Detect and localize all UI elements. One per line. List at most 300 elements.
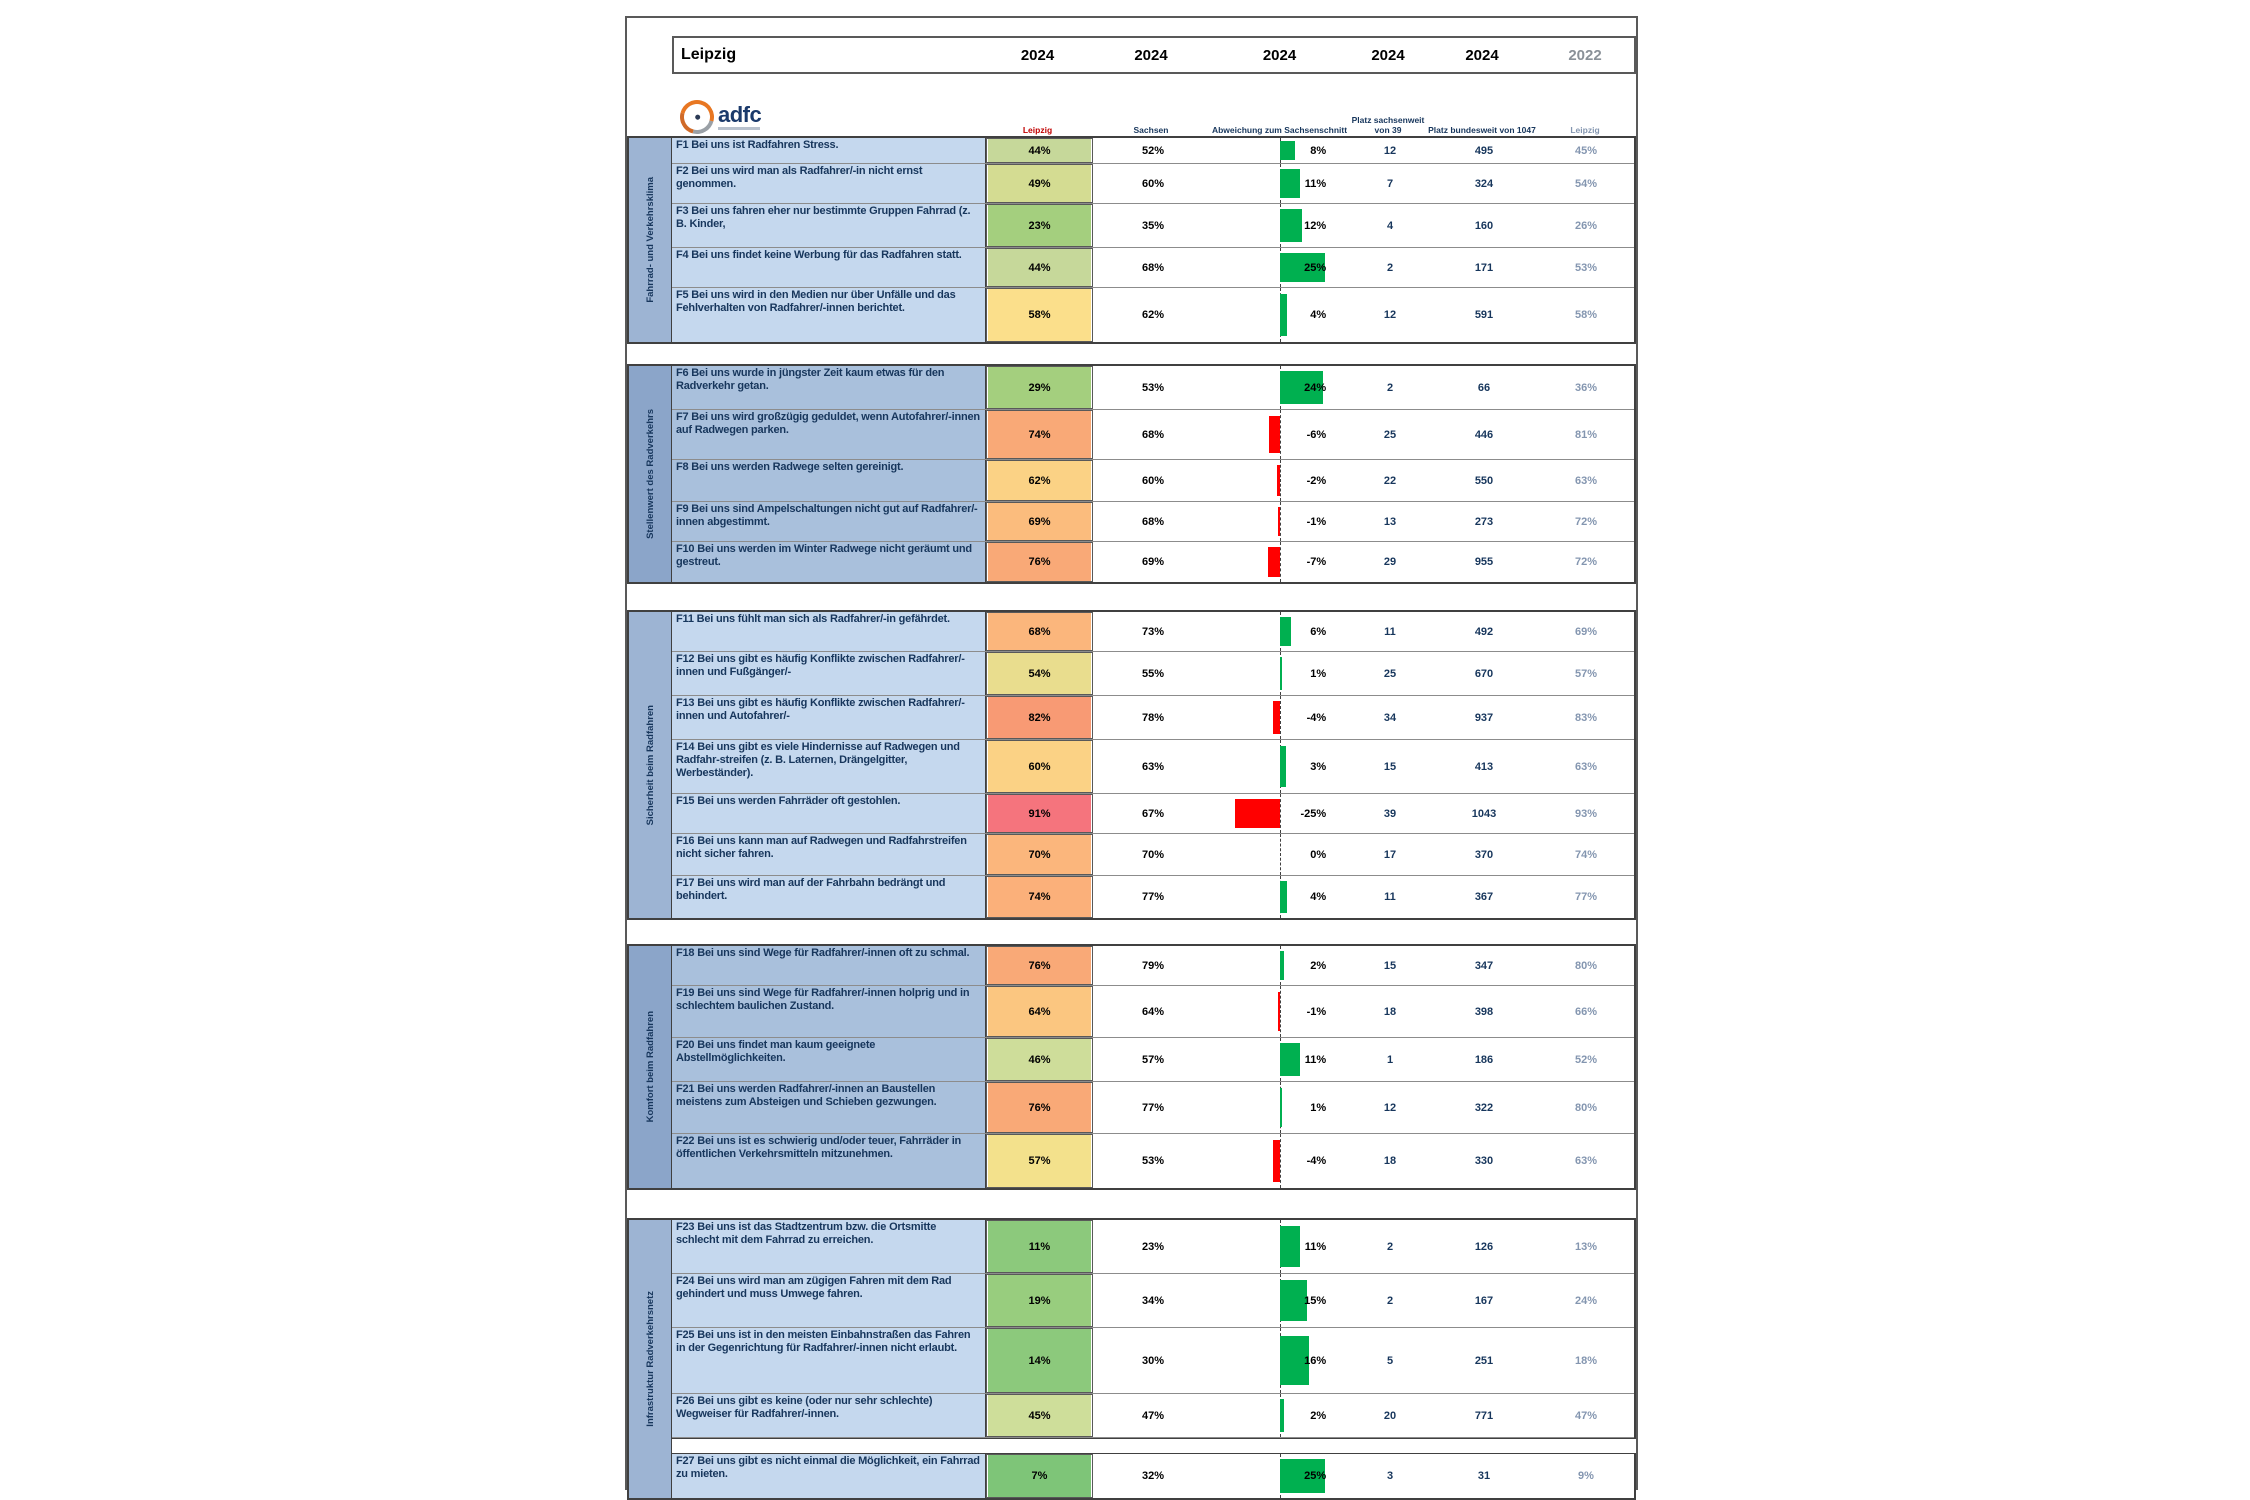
leipzig-2022-cell: 69% <box>1574 625 1598 638</box>
section-2 <box>627 364 1636 584</box>
question-cell <box>672 1394 986 1437</box>
platz-bundesweit-cell: 324 <box>1474 177 1494 190</box>
platz-bundesweit-cell: 413 <box>1474 760 1494 773</box>
platz-sachsenweit-cell: 18 <box>1383 1155 1397 1167</box>
leipzig-2022-cell: 36% <box>1574 381 1598 394</box>
section-vertical-label: Stellenwert des Radverkehrs <box>644 409 656 539</box>
abweichung-cell <box>1213 138 1350 163</box>
question-cell <box>672 652 986 695</box>
leipzig-2022-cell: 57% <box>1574 667 1598 680</box>
abweichung-value: 15% <box>1304 1294 1327 1307</box>
platz-sachsenweit-cell: 25 <box>1383 428 1397 441</box>
abweichung-cell <box>1213 1394 1350 1437</box>
section-label-column <box>629 612 672 918</box>
abweichung-cell <box>1213 1454 1350 1498</box>
sachsen-score-cell: 53% <box>1141 381 1165 394</box>
abweichung-cell <box>1213 612 1350 651</box>
question-text: F11 Bei uns fühlt man sich als Radfahrer/-in gefährdet. <box>676 613 950 625</box>
platz-sachsenweit-cell: 17 <box>1383 848 1397 861</box>
table-row-F6 <box>672 366 1634 410</box>
leipzig-2022-cell: 52% <box>1574 1053 1598 1066</box>
abweichung-cell <box>1213 460 1350 501</box>
sachsen-score-cell: 32% <box>1141 1470 1165 1482</box>
question-text: F1 Bei uns ist Radfahren Stress. <box>676 139 839 151</box>
leipzig-score-cell: 14% <box>986 1328 1093 1393</box>
platz-bundesweit-cell: 160 <box>1474 219 1494 232</box>
abweichung-value: 1% <box>1310 1101 1327 1114</box>
table-row-F9 <box>672 502 1634 542</box>
abweichung-cell <box>1213 1274 1350 1327</box>
section-label-column <box>629 1220 672 1498</box>
leipzig-score-cell: 70% <box>986 834 1093 875</box>
question-text: F8 Bei uns werden Radwege selten gereinigt. <box>676 461 904 473</box>
leipzig-score-cell: 64% <box>986 986 1093 1037</box>
question-text: F3 Bei uns fahren eher nur bestimmte Gruppen Fahrrad (z. B. Kinder, <box>676 205 971 230</box>
leipzig-2022-cell: 13% <box>1574 1240 1598 1253</box>
abweichung-cell <box>1213 502 1350 541</box>
platz-bundesweit-cell: 937 <box>1474 711 1494 724</box>
sachsen-score-cell: 69% <box>1141 556 1165 568</box>
platz-bundesweit-cell: 186 <box>1474 1053 1494 1066</box>
question-text: F24 Bei uns wird man am zügigen Fahren mit dem Rad gehindert und muss Umwege fahren. <box>676 1275 952 1300</box>
platz-sachsenweit-cell: 3 <box>1386 1470 1394 1482</box>
platz-bundesweit-cell: 126 <box>1474 1240 1494 1253</box>
table-row-F10 <box>672 542 1634 582</box>
column-header-row <box>672 74 1636 142</box>
question-text: F13 Bei uns gibt es häufig Konflikte zwischen Radfahrer/-innen und Autofahrer/- <box>676 697 965 722</box>
leipzig-score-cell: 7% <box>986 1454 1093 1498</box>
abweichung-value: 8% <box>1310 144 1327 157</box>
section-label-column <box>629 366 672 582</box>
report-header <box>672 36 1636 142</box>
col-header-leipzig: Leipzig <box>1022 125 1053 136</box>
abweichung-cell <box>1213 366 1350 409</box>
leipzig-score-cell: 82% <box>986 696 1093 739</box>
negative-deviation-bar <box>1268 547 1281 577</box>
platz-bundesweit-cell: 495 <box>1474 144 1494 157</box>
year-header-5: 2022 <box>1568 46 1602 64</box>
leipzig-2022-cell: 93% <box>1574 807 1598 820</box>
question-cell <box>672 1038 986 1081</box>
abweichung-value: -4% <box>1306 1155 1327 1167</box>
col-header-leipzig-2022: Leipzig <box>1570 125 1600 136</box>
platz-sachsenweit-cell: 11 <box>1384 625 1396 638</box>
platz-bundesweit-cell: 771 <box>1474 1409 1494 1422</box>
abweichung-value: -7% <box>1306 556 1327 568</box>
title-row <box>672 36 1636 74</box>
section-row-gap <box>672 1438 1636 1454</box>
abweichung-cell <box>1213 876 1350 918</box>
leipzig-2022-cell: 80% <box>1574 959 1598 972</box>
sachsen-score-cell: 68% <box>1141 261 1165 274</box>
platz-bundesweit-cell: 171 <box>1474 261 1494 274</box>
section-vertical-label: Fahrrad- und Verkehrsklima <box>644 177 656 303</box>
platz-bundesweit-cell: 670 <box>1474 667 1494 680</box>
question-text: F12 Bei uns gibt es häufig Konflikte zwischen Radfahrer/-innen und Fußgänger/- <box>676 653 965 678</box>
question-text: F9 Bei uns sind Ampelschaltungen nicht gut auf Radfahrer/-innen abgestimmt. <box>676 503 978 528</box>
table-row-F26 <box>672 1394 1634 1438</box>
question-text: F5 Bei uns wird in den Medien nur über Unfälle und das Fehlverhalten von Radfahrer/-innen berichtet. <box>676 289 956 314</box>
sachsen-score-cell: 77% <box>1141 1101 1165 1114</box>
abweichung-cell <box>1213 1220 1350 1273</box>
table-row-F21 <box>672 1082 1634 1134</box>
question-text: F22 Bei uns ist es schwierig und/oder teuer, Fahrräder in öffentlichen Verkehrsmitteln mitzunehmen. <box>676 1135 962 1160</box>
platz-bundesweit-cell: 322 <box>1474 1101 1494 1114</box>
leipzig-2022-cell: 66% <box>1574 1005 1598 1018</box>
question-cell <box>672 204 986 247</box>
abweichung-cell <box>1213 946 1350 985</box>
sachsen-score-cell: 68% <box>1141 428 1165 441</box>
platz-bundesweit-cell: 370 <box>1474 848 1494 861</box>
abweichung-value: 6% <box>1310 625 1327 638</box>
question-cell <box>672 876 986 918</box>
platz-bundesweit-cell: 31 <box>1477 1470 1491 1482</box>
question-cell <box>672 164 986 203</box>
leipzig-score-cell: 46% <box>986 1038 1093 1081</box>
year-header-0: 2024 <box>1020 46 1055 64</box>
question-text: F15 Bei uns werden Fahrräder oft gestohlen. <box>676 795 901 807</box>
question-cell <box>672 1220 986 1273</box>
abweichung-value: 11% <box>1304 1053 1327 1066</box>
col-header-sachsen: Sachsen <box>1133 125 1169 136</box>
leipzig-score-cell: 49% <box>986 164 1093 203</box>
table-row-F20 <box>672 1038 1634 1082</box>
question-text: F27 Bei uns gibt es nicht einmal die Möglichkeit, ein Fahrrad zu mieten. <box>676 1455 980 1480</box>
abweichung-value: 25% <box>1304 261 1327 274</box>
leipzig-2022-cell: 74% <box>1574 848 1598 861</box>
question-cell <box>672 460 986 501</box>
sachsen-score-cell: 60% <box>1141 474 1165 487</box>
abweichung-value: 11% <box>1304 177 1327 190</box>
question-cell <box>672 612 986 651</box>
question-text: F7 Bei uns wird großzügig geduldet, wenn Autofahrer/-innen auf Radwegen parken. <box>676 411 980 436</box>
year-header-2: 2024 <box>1262 46 1297 64</box>
leipzig-2022-cell: 72% <box>1574 515 1598 528</box>
platz-sachsenweit-cell: 2 <box>1386 1240 1394 1253</box>
adfc-tagline-mark <box>718 127 760 130</box>
leipzig-score-cell: 23% <box>986 204 1093 247</box>
platz-bundesweit-cell: 167 <box>1474 1294 1494 1307</box>
question-cell <box>672 410 986 459</box>
table-row-F17 <box>672 876 1634 918</box>
report-city-title: Leipzig <box>681 46 737 63</box>
abweichung-cell <box>1213 410 1350 459</box>
table-row-F4 <box>672 248 1634 288</box>
leipzig-2022-cell: 80% <box>1574 1101 1598 1114</box>
platz-sachsenweit-cell: 12 <box>1383 144 1397 157</box>
table-row-F8 <box>672 460 1634 502</box>
leipzig-score-cell: 74% <box>986 876 1093 918</box>
question-cell <box>672 946 986 985</box>
platz-sachsenweit-cell: 2 <box>1386 261 1394 274</box>
table-row-F15 <box>672 794 1634 834</box>
sachsen-score-cell: 52% <box>1141 144 1165 157</box>
leipzig-2022-cell: 72% <box>1574 556 1598 568</box>
sachsen-score-cell: 34% <box>1141 1294 1165 1307</box>
section-label-column <box>629 138 672 342</box>
abweichung-value: -4% <box>1306 711 1327 724</box>
sachsen-score-cell: 78% <box>1141 711 1165 724</box>
abweichung-value: 25% <box>1304 1470 1327 1482</box>
platz-sachsenweit-cell: 2 <box>1386 1294 1394 1307</box>
question-text: F16 Bei uns kann man auf Radwegen und Radfahrstreifen nicht sicher fahren. <box>676 835 967 860</box>
platz-sachsenweit-cell: 39 <box>1383 807 1397 820</box>
section-vertical-label: Komfort beim Radfahren <box>644 1011 656 1123</box>
col-header-platz-bundesweit: Platz bundesweit von 1047 <box>1428 125 1536 136</box>
sachsen-score-cell: 77% <box>1141 891 1165 903</box>
platz-bundesweit-cell: 347 <box>1474 959 1494 972</box>
sachsen-score-cell: 73% <box>1141 625 1165 638</box>
platz-bundesweit-cell: 398 <box>1474 1005 1494 1018</box>
leipzig-2022-cell: 63% <box>1574 760 1598 773</box>
abweichung-value: 2% <box>1310 1409 1327 1422</box>
adfc-ring-icon <box>674 94 720 140</box>
sachsen-score-cell: 63% <box>1141 760 1165 773</box>
leipzig-2022-cell: 63% <box>1574 1155 1598 1167</box>
platz-bundesweit-cell: 1043 <box>1471 807 1497 820</box>
leipzig-2022-cell: 83% <box>1574 711 1598 724</box>
adfc-brand-text: adfc <box>718 101 762 127</box>
question-cell <box>672 138 986 163</box>
abweichung-value: 24% <box>1304 381 1327 394</box>
table-row-F2 <box>672 164 1634 204</box>
section-5 <box>627 1218 1636 1500</box>
adfc-dot-icon <box>694 114 701 121</box>
platz-sachsenweit-cell: 2 <box>1386 381 1394 394</box>
sachsen-score-cell: 35% <box>1141 219 1165 232</box>
question-text: F2 Bei uns wird man als Radfahrer/-in nicht ernst genommen. <box>676 165 923 190</box>
negative-deviation-bar <box>1235 799 1280 829</box>
abweichung-value: 4% <box>1310 309 1327 321</box>
leipzig-score-cell: 76% <box>986 1082 1093 1133</box>
platz-sachsenweit-cell: 18 <box>1383 1005 1397 1018</box>
platz-bundesweit-cell: 251 <box>1474 1354 1494 1367</box>
leipzig-2022-cell: 81% <box>1574 428 1598 441</box>
leipzig-2022-cell: 63% <box>1574 474 1598 487</box>
leipzig-score-cell: 58% <box>986 288 1093 342</box>
sachsen-score-cell: 57% <box>1141 1053 1165 1066</box>
abweichung-cell <box>1213 1082 1350 1133</box>
section-3 <box>627 610 1636 920</box>
question-cell <box>672 248 986 287</box>
platz-sachsenweit-cell: 20 <box>1383 1409 1397 1422</box>
leipzig-2022-cell: 58% <box>1574 309 1598 321</box>
leipzig-2022-cell: 9% <box>1578 1470 1594 1482</box>
year-row <box>984 47 1634 64</box>
platz-sachsenweit-cell: 1 <box>1386 1053 1394 1066</box>
leipzig-score-cell: 91% <box>986 794 1093 833</box>
table-row-F3 <box>672 204 1634 248</box>
abweichung-value: -2% <box>1306 474 1327 487</box>
abweichung-value: -1% <box>1306 515 1327 528</box>
leipzig-score-cell: 44% <box>986 248 1093 287</box>
abweichung-value: 16% <box>1304 1354 1327 1367</box>
leipzig-score-cell: 44% <box>986 138 1093 163</box>
negative-deviation-bar <box>1273 701 1280 734</box>
question-text: F10 Bei uns werden im Winter Radwege nicht geräumt und gestreut. <box>676 543 972 568</box>
sachsen-score-cell: 68% <box>1141 515 1165 528</box>
leipzig-2022-cell: 47% <box>1574 1409 1598 1422</box>
table-row-F16 <box>672 834 1634 876</box>
leipzig-2022-cell: 53% <box>1574 261 1598 274</box>
abweichung-cell <box>1213 1134 1350 1188</box>
question-text: F6 Bei uns wurde in jüngster Zeit kaum etwas für den Radverkehr getan. <box>676 367 945 392</box>
abweichung-cell <box>1213 696 1350 739</box>
section-vertical-label: Infrastruktur Radverkehrsnetz <box>644 1291 656 1427</box>
platz-sachsenweit-cell: 25 <box>1383 667 1397 680</box>
abweichung-cell <box>1213 1038 1350 1081</box>
abweichung-value: -25% <box>1300 807 1327 820</box>
question-cell <box>672 542 986 582</box>
abweichung-value: 3% <box>1310 760 1327 773</box>
abweichung-value: 11% <box>1304 1240 1327 1253</box>
platz-sachsenweit-cell: 22 <box>1383 474 1397 487</box>
platz-bundesweit-cell: 955 <box>1474 556 1494 568</box>
table-row-F25 <box>672 1328 1634 1394</box>
sachsen-score-cell: 70% <box>1141 848 1165 861</box>
leipzig-score-cell: 62% <box>986 460 1093 501</box>
year-header-1: 2024 <box>1134 46 1168 64</box>
sachsen-score-cell: 79% <box>1141 959 1165 972</box>
platz-sachsenweit-cell: 13 <box>1383 515 1397 528</box>
question-text: F19 Bei uns sind Wege für Radfahrer/-innen holprig und in schlechtem baulichen Zustand. <box>676 987 970 1012</box>
abweichung-cell <box>1213 164 1350 203</box>
abweichung-cell <box>1213 986 1350 1037</box>
platz-sachsenweit-cell: 15 <box>1383 760 1397 773</box>
abweichung-cell <box>1213 794 1350 833</box>
platz-sachsenweit-cell: 12 <box>1383 1101 1397 1114</box>
abweichung-value: 12% <box>1304 219 1327 232</box>
question-cell <box>672 288 986 342</box>
year-header-4: 2024 <box>1465 46 1499 64</box>
platz-bundesweit-cell: 591 <box>1474 309 1494 321</box>
question-text: F26 Bei uns gibt es keine (oder nur sehr schlechte) Wegweiser für Radfahrer/-innen. <box>676 1395 933 1420</box>
sachsen-score-cell: 67% <box>1141 807 1165 820</box>
platz-sachsenweit-cell: 11 <box>1384 891 1396 903</box>
question-text: F4 Bei uns findet keine Werbung für das Radfahren statt. <box>676 249 962 261</box>
table-row-F5 <box>672 288 1634 342</box>
section-label-column <box>629 946 672 1188</box>
table-row-F13 <box>672 696 1634 740</box>
abweichung-value: -6% <box>1306 428 1327 441</box>
platz-sachsenweit-cell: 12 <box>1383 309 1397 321</box>
sachsen-score-cell: 62% <box>1141 309 1165 321</box>
platz-sachsenweit-cell: 7 <box>1386 177 1394 190</box>
leipzig-score-cell: 69% <box>986 502 1093 541</box>
question-cell <box>672 834 986 875</box>
question-text: F14 Bei uns gibt es viele Hindernisse auf Radwegen und Radfahr-streifen (z. B. Laternen, Drängelgitter, Werbeständer). <box>676 741 960 779</box>
question-text: F18 Bei uns sind Wege für Radfahrer/-innen oft zu schmal. <box>676 947 970 959</box>
question-cell <box>672 794 986 833</box>
table-row-F24 <box>672 1274 1634 1328</box>
question-cell <box>672 502 986 541</box>
platz-bundesweit-cell: 492 <box>1474 625 1494 638</box>
question-text: F23 Bei uns ist das Stadtzentrum bzw. die Ortsmitte schlecht mit dem Fahrrad zu erreichen. <box>676 1221 937 1246</box>
abweichung-cell <box>1213 204 1350 247</box>
abweichung-value: 4% <box>1310 891 1327 903</box>
platz-bundesweit-cell: 367 <box>1474 891 1494 903</box>
table-row-F14 <box>672 740 1634 794</box>
abweichung-value: 2% <box>1310 959 1327 972</box>
sachsen-score-cell: 47% <box>1141 1409 1165 1422</box>
leipzig-score-cell: 45% <box>986 1394 1093 1437</box>
question-cell <box>672 696 986 739</box>
platz-bundesweit-cell: 550 <box>1474 474 1494 487</box>
abweichung-value: 1% <box>1310 667 1327 680</box>
report-frame <box>625 16 1638 1490</box>
question-cell <box>672 366 986 409</box>
leipzig-2022-cell: 77% <box>1574 891 1598 903</box>
col-header-platz-sachsenweit: Platz sachsenweit von 39 <box>1351 114 1425 136</box>
leipzig-2022-cell: 54% <box>1574 177 1598 190</box>
platz-sachsenweit-cell: 29 <box>1383 556 1397 568</box>
question-cell <box>672 1134 986 1188</box>
platz-bundesweit-cell: 446 <box>1474 428 1494 441</box>
platz-sachsenweit-cell: 34 <box>1383 711 1397 724</box>
question-text: F21 Bei uns werden Radfahrer/-innen an Baustellen meistens zum Absteigen und Schieben gezwungen. <box>676 1083 937 1108</box>
platz-sachsenweit-cell: 5 <box>1386 1354 1394 1367</box>
sachsen-score-cell: 30% <box>1141 1354 1165 1367</box>
abweichung-cell <box>1213 248 1350 287</box>
sachsen-score-cell: 60% <box>1141 177 1165 190</box>
question-text: F17 Bei uns wird man auf der Fahrbahn bedrängt und behindert. <box>676 877 946 902</box>
leipzig-2022-cell: 26% <box>1574 219 1598 232</box>
leipzig-score-cell: 68% <box>986 612 1093 651</box>
section-4 <box>627 944 1636 1190</box>
leipzig-score-cell: 19% <box>986 1274 1093 1327</box>
leipzig-score-cell: 57% <box>986 1134 1093 1188</box>
leipzig-score-cell: 54% <box>986 652 1093 695</box>
table-row-F23 <box>672 1220 1634 1274</box>
leipzig-score-cell: 76% <box>986 542 1093 582</box>
abweichung-value: -1% <box>1306 1005 1327 1018</box>
table-row-F7 <box>672 410 1634 460</box>
leipzig-2022-cell: 18% <box>1574 1354 1598 1367</box>
sachsen-score-cell: 53% <box>1141 1155 1165 1167</box>
abweichung-value: 0% <box>1310 848 1327 861</box>
sachsen-score-cell: 64% <box>1141 1005 1165 1018</box>
sachsen-score-cell: 55% <box>1141 667 1165 680</box>
leipzig-score-cell: 76% <box>986 946 1093 985</box>
question-cell <box>672 1274 986 1327</box>
question-cell <box>672 986 986 1037</box>
question-text: F20 Bei uns findet man kaum geeignete Abstellmöglichkeiten. <box>676 1039 876 1064</box>
question-cell <box>672 740 986 793</box>
sachsen-score-cell: 23% <box>1141 1240 1165 1253</box>
year-header-3: 2024 <box>1371 46 1405 64</box>
adfc-logo <box>680 100 761 134</box>
section-vertical-label: Sicherheit beim Radfahren <box>644 704 656 826</box>
leipzig-2022-cell: 45% <box>1574 144 1598 157</box>
abweichung-cell <box>1213 652 1350 695</box>
leipzig-score-cell: 29% <box>986 366 1093 409</box>
abweichung-cell <box>1213 542 1350 582</box>
question-cell <box>672 1454 986 1498</box>
table-row-F19 <box>672 986 1634 1038</box>
question-cell <box>672 1082 986 1133</box>
abweichung-cell <box>1213 834 1350 875</box>
leipzig-2022-cell: 24% <box>1574 1294 1598 1307</box>
abweichung-cell <box>1213 1328 1350 1393</box>
leipzig-score-cell: 74% <box>986 410 1093 459</box>
table-row-F12 <box>672 652 1634 696</box>
table-row-F22 <box>672 1134 1634 1188</box>
leipzig-score-cell: 11% <box>986 1220 1093 1273</box>
table-row-F18 <box>672 946 1634 986</box>
abweichung-cell <box>1213 288 1350 342</box>
table-row-F11 <box>672 612 1634 652</box>
negative-deviation-bar <box>1269 416 1280 453</box>
